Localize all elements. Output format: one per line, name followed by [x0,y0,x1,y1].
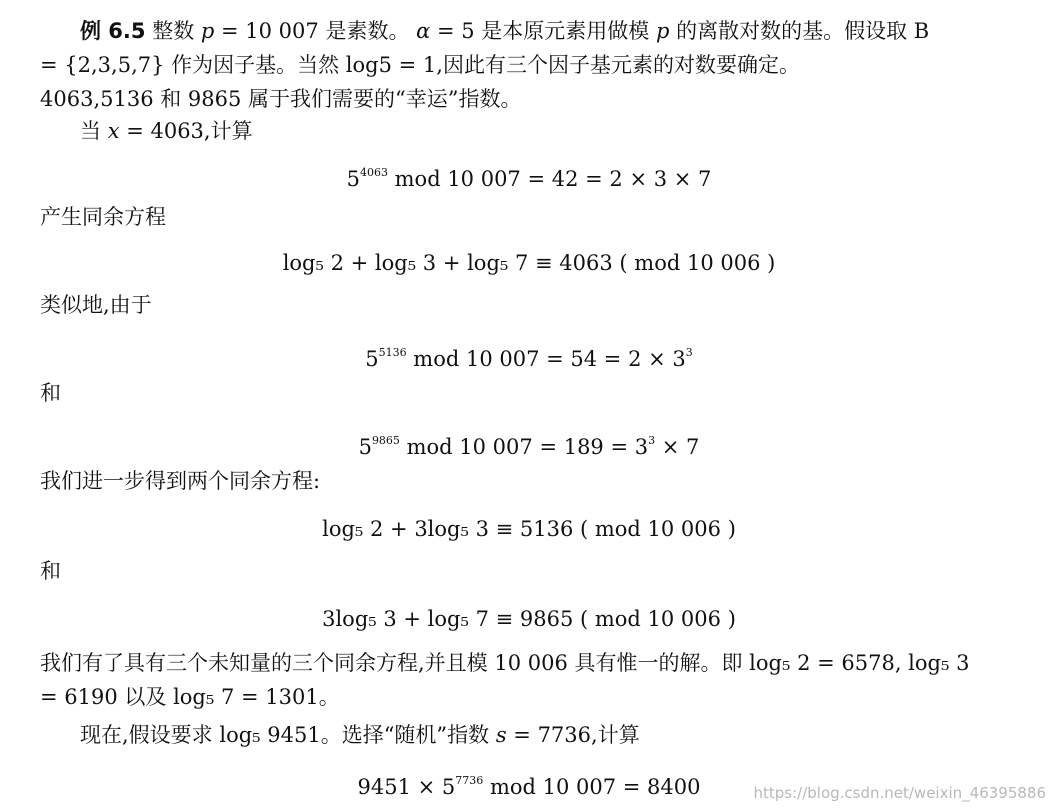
equation-2: log₅ 2 + log₅ 3 + log₅ 7 ≡ 4063 ( mod 10 006 ) [282,251,776,275]
eq-pre: 9451 × 5 [357,775,456,799]
text-segment: 当 [80,119,108,143]
text-solution-line-2: = 6190 以及 log₅ 7 = 1301。 [40,685,340,709]
variable-p: p [656,19,670,43]
text-further: 我们进一步得到两个同余方程: [40,469,321,493]
eq-exponent: 7736 [455,774,484,787]
text-segment: 现在,假设要求 log₅ 9451。选择“随机”指数 [80,723,496,747]
text-segment: 5 = 1,因此有三个因子基元素的对数要确定。 [378,53,800,77]
text-segment: = {2,3,5,7} 作为因子基。当然 log [40,53,379,77]
example-line-3: 4063,5136 和 9865 属于我们需要的“幸运”指数。 [40,87,522,111]
eq-base: 5 [365,347,379,371]
eq-rest: mod 10 007 = 54 = 2 × 3 [406,347,686,371]
example-line-2 [40,52,800,78]
eq-rest: mod 10 007 = 189 = 3 [399,435,649,459]
equation-1 [0,160,1058,192]
equation-6: 3log₅ 3 + log₅ 7 ≡ 9865 ( mod 10 006 ) [322,607,736,631]
equation-4 [0,428,1058,460]
equation-5: log₅ 2 + 3log₅ 3 ≡ 5136 ( mod 10 006 ) [322,517,736,541]
text-segment: 的离散对数的基。假设取 B [669,19,930,43]
eq-rest: mod 10 007 = 42 = 2 × 3 × 7 [387,167,712,191]
variable-x: x [107,119,120,143]
eq-exponent: 5136 [378,346,407,359]
eq-tail-exponent: 3 [648,434,656,447]
text-segment: = 4063,计算 [119,119,253,143]
text-segment: = 10 007 是素数。 [214,19,410,43]
eq-base: 5 [358,435,372,459]
eq-exponent: 4063 [359,166,388,179]
text-and-1: 和 [40,381,61,405]
eq-base: 5 [346,167,360,191]
text-congruence: 产生同余方程 [40,205,166,229]
eq-tail: × 7 [655,435,700,459]
example-label: 例 6.5 [80,19,146,43]
text-segment: = 7736,计算 [506,723,640,747]
text-segment: 整数 [152,19,195,43]
example-line-1 [80,18,929,44]
equation-3 [0,340,1058,372]
eq-tail-exponent: 3 [685,346,693,359]
example-line-4 [80,118,253,144]
variable-s: s [495,723,507,747]
text-solution-line-1: 我们有了具有三个未知量的三个同余方程,并且模 10 006 具有惟一的解。即 log₅ 2 = 6578, log₅ 3 [40,651,970,675]
eq-exponent: 9865 [371,434,400,447]
text-now [80,722,640,748]
watermark-url: https://blog.csdn.net/weixin_46395886 [753,784,1046,802]
text-and-2: 和 [40,559,61,583]
variable-p: p [200,19,215,43]
eq-rest: mod 10 007 = 8400 [483,775,701,799]
text-segment: = 5 是本原元素用做模 [430,19,656,43]
variable-alpha: α [416,19,431,43]
text-similar: 类似地,由于 [40,293,152,317]
